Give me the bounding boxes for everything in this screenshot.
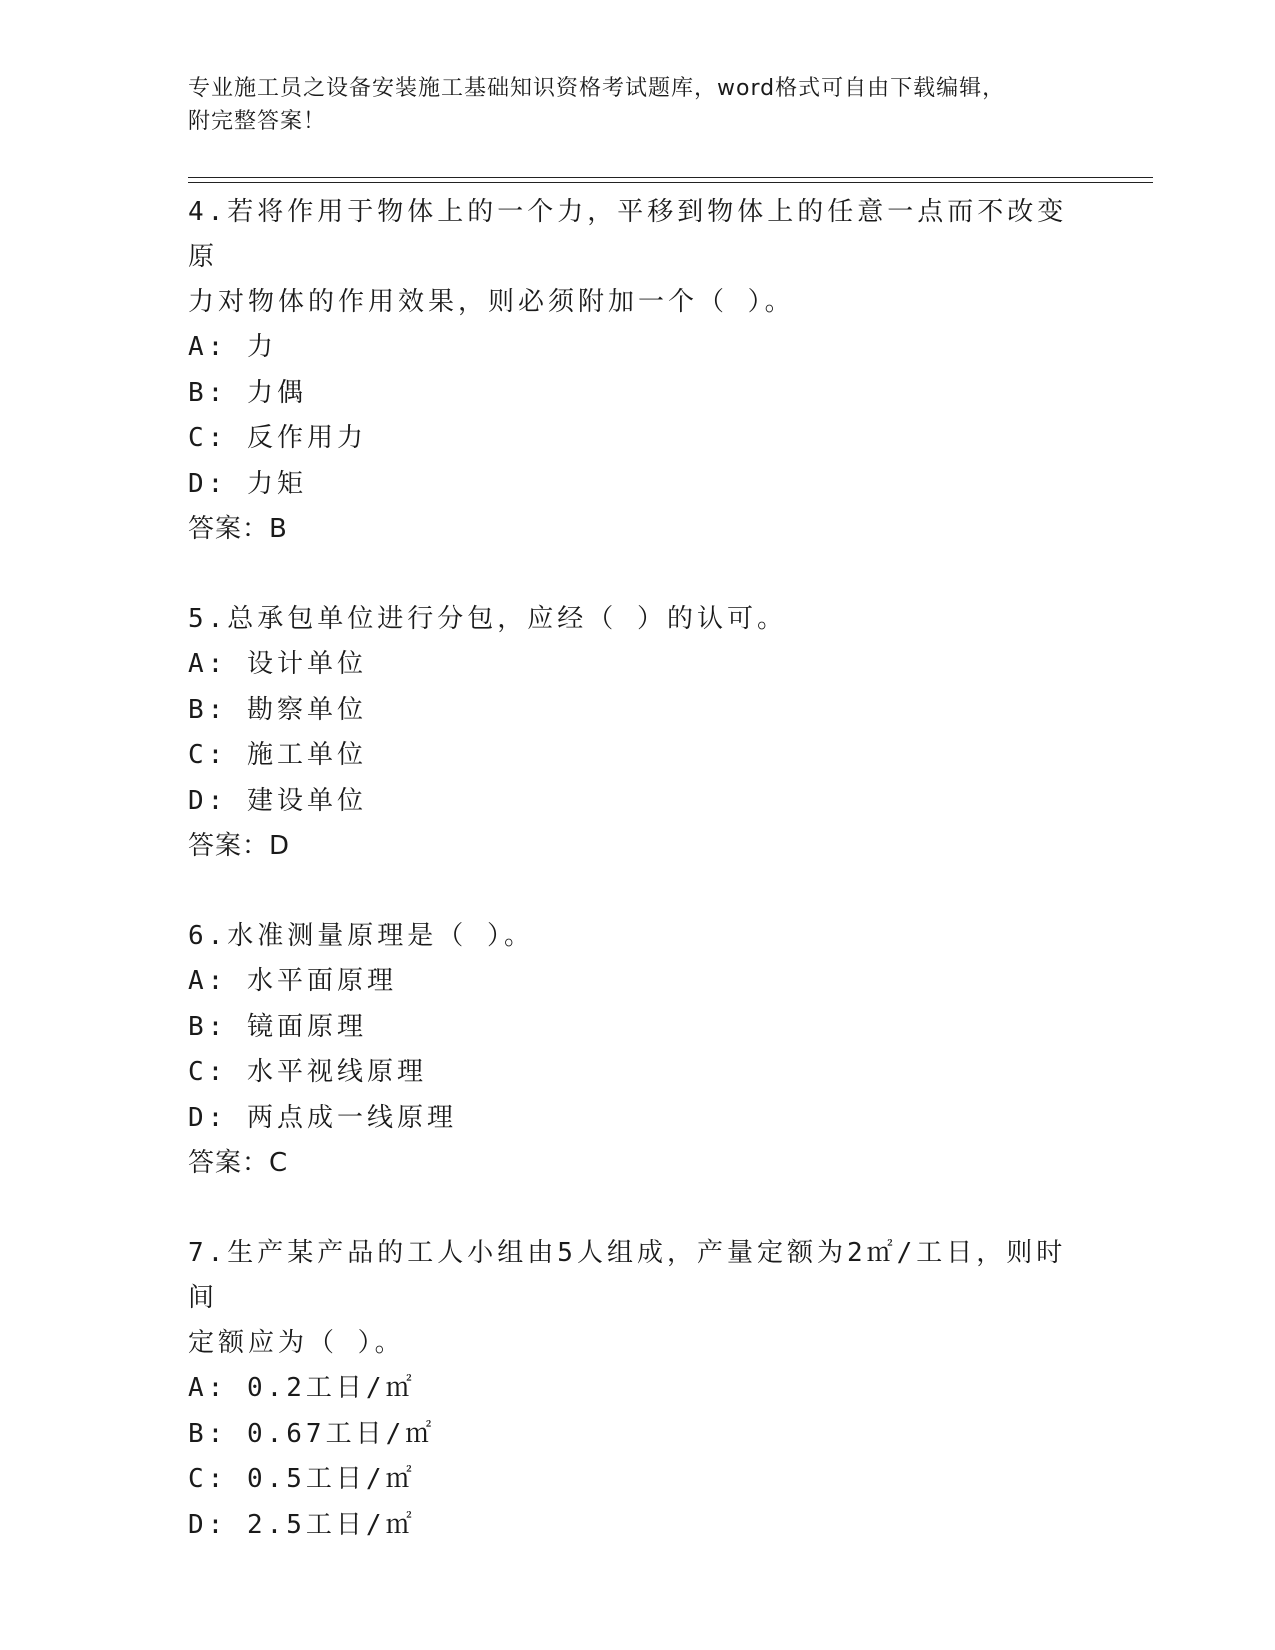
- option-a: A: 设计单位: [188, 649, 367, 679]
- option-d: D: 2.5工日/㎡: [188, 1509, 416, 1540]
- option-b: B: 力偶: [188, 377, 307, 408]
- option-a: A: 力: [188, 332, 277, 362]
- option-c: C: 水平视线原理: [188, 1057, 427, 1087]
- header-divider-bottom: [188, 182, 1153, 183]
- question-stem-line: 7.生产某产品的工人小组由5人组成，产量定额为2㎡/工日，则时间: [188, 1238, 1067, 1313]
- question-stem-line: 4.若将作用于物体上的一个力，平移到物体上的任意一点而不改变原: [188, 197, 1068, 272]
- question-6: [188, 914, 1088, 1186]
- header-divider-top: [188, 177, 1153, 178]
- option-a: A: 0.2工日/㎡: [188, 1373, 416, 1403]
- answer-label: 答案：C: [188, 1148, 289, 1178]
- question-7: [188, 1231, 1088, 1548]
- question-stem-line: 定额应为（ ）。: [188, 1328, 405, 1358]
- header-line-2: 附完整答案！: [188, 109, 327, 134]
- question-5: [188, 597, 1088, 869]
- option-c: C: 反作用力: [188, 423, 367, 453]
- question-stem-line: 力对物体的作用效果，则必须附加一个（ ）。: [188, 287, 795, 317]
- option-b: B: 勘察单位: [188, 694, 367, 725]
- question-stem-line: 6.水准测量原理是（ ）。: [188, 921, 534, 951]
- option-d: D: 建设单位: [188, 785, 367, 816]
- question-list: [188, 190, 1088, 1548]
- question-4: [188, 190, 1088, 552]
- option-c: C: 施工单位: [188, 740, 367, 770]
- option-c: C: 0.5工日/㎡: [188, 1464, 416, 1494]
- option-d: D: 两点成一线原理: [188, 1102, 457, 1133]
- document-header: [188, 72, 1088, 138]
- option-b: B: 0.67工日/㎡: [188, 1418, 436, 1449]
- answer-label: 答案：D: [188, 831, 291, 861]
- question-stem-line: 5.总承包单位进行分包，应经（ ）的认可。: [188, 604, 787, 634]
- option-d: D: 力矩: [188, 468, 307, 499]
- header-line-1: 专业施工员之设备安装施工基础知识资格考试题库，word格式可自由下载编辑，: [188, 76, 1006, 101]
- option-b: B: 镜面原理: [188, 1011, 367, 1042]
- answer-label: 答案：B: [188, 514, 288, 544]
- option-a: A: 水平面原理: [188, 966, 397, 996]
